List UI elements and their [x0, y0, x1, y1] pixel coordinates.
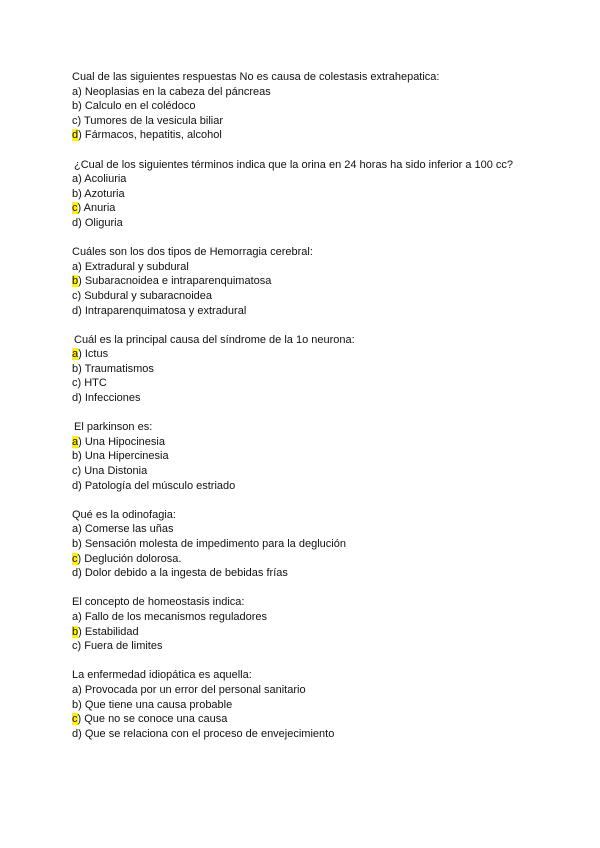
- answer-letter: b: [72, 362, 79, 375]
- answer-text: ) Traumatismos: [78, 362, 154, 375]
- correct-answer-letter: c: [72, 202, 78, 215]
- answer-text: ) Sensación molesta de impedimento para la deglución: [78, 538, 346, 550]
- answer-text: ) Una Hipocinesia: [78, 435, 165, 448]
- answer-letter: d: [72, 479, 79, 492]
- question-block: [72, 245, 532, 318]
- answer-option: [72, 479, 532, 494]
- answer-letter: b: [72, 187, 79, 200]
- question-block: [72, 420, 532, 493]
- answer-option: [72, 522, 532, 537]
- answer-letter: d: [72, 567, 79, 580]
- question-text: Cuál es la principal causa del síndrome de la 1o neurona:: [74, 333, 355, 346]
- answer-letter: c: [72, 289, 78, 302]
- answer-letter: b: [72, 698, 79, 711]
- correct-answer-letter: b: [72, 275, 79, 288]
- answer-text: ) Que se relaciona con el proceso de envejecimiento: [78, 727, 335, 740]
- answer-option: [72, 449, 532, 464]
- question-list: [72, 70, 532, 756]
- answer-option: [72, 289, 532, 304]
- answer-text: ) HTC: [77, 377, 107, 390]
- answer-text: ) Neoplasias en la cabeza del páncreas: [78, 85, 271, 98]
- answer-letter: d: [72, 216, 79, 229]
- answer-letter: d: [72, 304, 79, 317]
- correct-answer-letter: a: [72, 348, 79, 361]
- answer-letter: b: [72, 450, 79, 463]
- answer-text: ) Una Hipercinesia: [78, 450, 169, 463]
- answer-option: [72, 99, 532, 114]
- answer-option: [72, 347, 532, 362]
- answer-text: ) Deglución dolorosa.: [77, 552, 182, 565]
- answer-text: ) Intraparenquimatosa y extradural: [78, 304, 247, 317]
- answer-letter: c: [72, 465, 78, 478]
- answer-letter: a: [72, 260, 79, 273]
- question-text: Cuáles son los dos tipos de Hemorragia cerebral:: [72, 246, 313, 259]
- answer-option: [72, 727, 532, 742]
- answer-option: [72, 114, 532, 129]
- answer-option: [72, 566, 532, 581]
- question-block: [72, 508, 532, 581]
- answer-option: [72, 128, 532, 143]
- question-block: [72, 595, 532, 653]
- answer-text: ) Que tiene una causa probable: [78, 698, 233, 711]
- answer-option: [72, 391, 532, 406]
- correct-answer-letter: c: [72, 713, 78, 726]
- answer-text: ) Que no se conoce una causa: [77, 713, 228, 726]
- answer-text: ) Subaracnoidea e intraparenquimatosa: [78, 275, 272, 288]
- answer-option: [72, 362, 532, 377]
- answer-text: ) Provocada por un error del personal sanitario: [78, 683, 306, 696]
- answer-option: [72, 712, 532, 727]
- answer-text: ) Tumores de la vesicula biliar: [77, 114, 224, 127]
- question-block: [72, 668, 532, 741]
- question-text: El concepto de homeostasis indica:: [72, 596, 245, 609]
- answer-text: ) Azoturia: [78, 187, 125, 200]
- answer-option: [72, 610, 532, 625]
- answer-text: ) Fallo de los mecanismos reguladores: [78, 610, 268, 623]
- correct-answer-letter: d: [72, 129, 79, 142]
- answer-text: ) Acoliuria: [78, 173, 127, 186]
- answer-text: ) Comerse las uñas: [78, 523, 174, 536]
- answer-option: [72, 435, 532, 450]
- answer-letter: d: [72, 392, 79, 405]
- answer-letter: a: [72, 610, 79, 623]
- answer-text: ) Fármacos, hepatitis, alcohol: [78, 129, 222, 142]
- question-block: [72, 333, 532, 406]
- answer-text: ) Subdural y subaracnoidea: [77, 289, 213, 302]
- answer-option: [72, 85, 532, 100]
- answer-text: ) Fuera de limites: [77, 640, 163, 653]
- question-text: El parkinson es:: [74, 421, 153, 434]
- answer-letter: d: [72, 727, 79, 740]
- answer-letter: c: [72, 114, 78, 127]
- answer-option: [72, 683, 532, 698]
- answer-option: [72, 552, 532, 567]
- answer-option: [72, 304, 532, 319]
- answer-option: [72, 625, 532, 640]
- answer-letter: b: [72, 100, 79, 113]
- question-text: La enfermedad idiopática es aquella:: [72, 669, 252, 682]
- answer-text: ) Oliguria: [78, 216, 123, 229]
- correct-answer-letter: c: [72, 552, 78, 565]
- answer-text: ) Una Distonia: [77, 465, 148, 478]
- answer-letter: b: [72, 538, 79, 550]
- answer-option: [72, 201, 532, 216]
- answer-option: [72, 537, 532, 552]
- question-text: Qué es la odinofagia:: [72, 508, 176, 521]
- answer-option: [72, 464, 532, 479]
- question-text: ¿Cual de los siguientes términos indica que la orina en 24 horas ha sido inferior a 100 cc?: [74, 158, 514, 171]
- answer-text: ) Calculo en el colédoco: [78, 100, 196, 113]
- answer-text: ) Infecciones: [78, 392, 141, 405]
- answer-letter: a: [72, 683, 79, 696]
- answer-option: [72, 216, 532, 231]
- answer-letter: a: [72, 523, 79, 536]
- correct-answer-letter: a: [72, 435, 79, 448]
- correct-answer-letter: b: [72, 625, 79, 638]
- answer-text: ) Extradural y subdural: [78, 260, 189, 273]
- answer-option: [72, 376, 532, 391]
- answer-letter: c: [72, 377, 78, 390]
- answer-option: [72, 260, 532, 275]
- answer-text: ) Estabilidad: [78, 625, 139, 638]
- question-text: Cual de las siguientes respuestas No es causa de colestasis extrahepatica:: [72, 71, 440, 83]
- answer-text: ) Anuria: [77, 202, 116, 215]
- answer-option: [72, 639, 532, 654]
- answer-option: [72, 274, 532, 289]
- answer-letter: c: [72, 640, 78, 653]
- question-block: [72, 70, 532, 143]
- answer-text: ) Ictus: [78, 348, 109, 361]
- answer-option: [72, 187, 532, 202]
- question-block: [72, 158, 532, 231]
- answer-option: [72, 172, 532, 187]
- answer-option: [72, 698, 532, 713]
- answer-text: ) Dolor debido a la ingesta de bebidas frías: [78, 567, 288, 580]
- answer-text: ) Patología del músculo estriado: [78, 479, 236, 492]
- answer-letter: a: [72, 85, 79, 98]
- answer-letter: a: [72, 173, 79, 186]
